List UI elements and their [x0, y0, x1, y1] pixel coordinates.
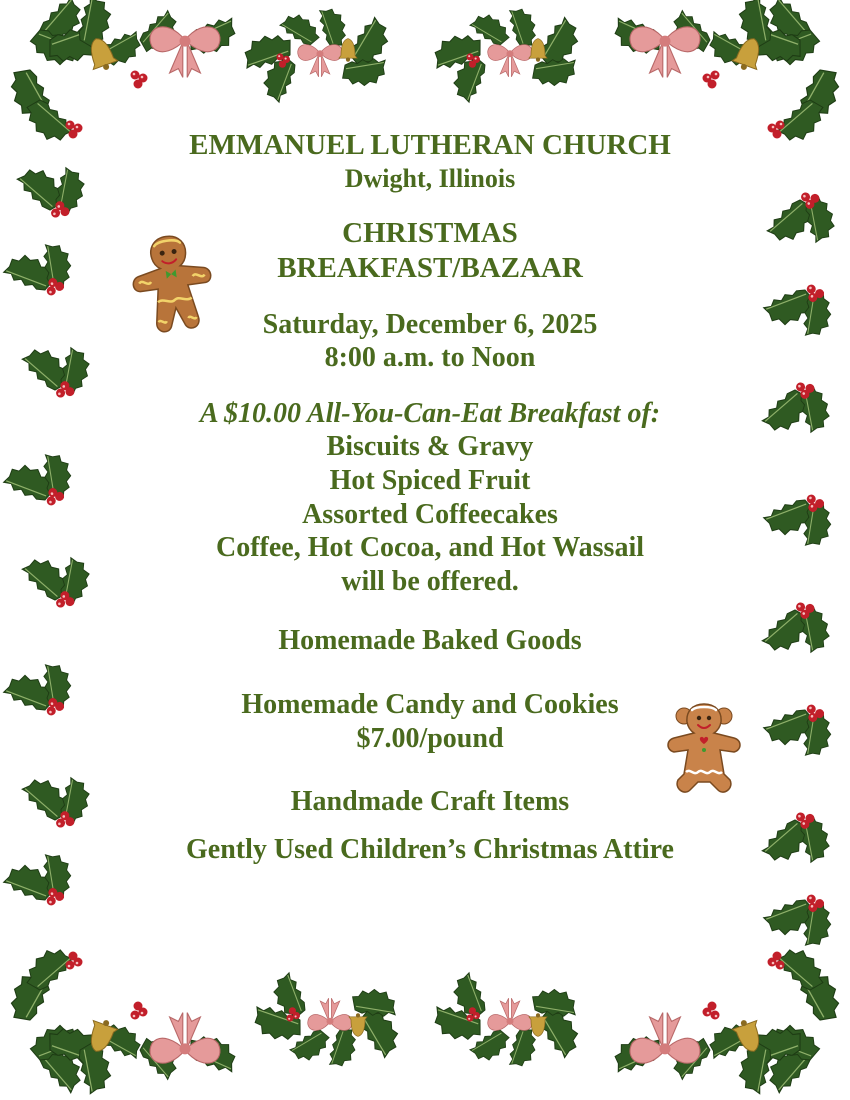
- breakfast-intro: A $10.00 All-You-Can-Eat Breakfast of:: [199, 397, 661, 429]
- location: Dwight, Illinois: [344, 163, 516, 193]
- event-date: Saturday, December 6, 2025: [262, 308, 598, 340]
- menu-item: Coffee, Hot Cocoa, and Hot Wassail: [215, 532, 645, 564]
- event-title-line2: BREAKFAST/BAZAAR: [277, 251, 583, 284]
- candy-price: $7.00/pound: [356, 722, 504, 754]
- flyer-content: [120, 128, 740, 866]
- menu-item: Assorted Coffeecakes: [302, 498, 558, 530]
- baked-goods: Homemade Baked Goods: [278, 625, 582, 657]
- craft-items: Handmade Craft Items: [290, 786, 570, 818]
- church-name: EMMANUEL LUTHERAN CHURCH: [189, 129, 671, 161]
- children-attire: Gently Used Children’s Christmas Attire: [186, 833, 674, 865]
- menu-item: Hot Spiced Fruit: [329, 464, 531, 496]
- event-time: 8:00 a.m. to Noon: [324, 342, 536, 374]
- event-title-line1: CHRISTMAS: [342, 216, 518, 249]
- candy-cookies: Homemade Candy and Cookies: [241, 688, 619, 720]
- menu-item: Biscuits & Gravy: [326, 431, 534, 463]
- menu-item: will be offered.: [341, 565, 519, 597]
